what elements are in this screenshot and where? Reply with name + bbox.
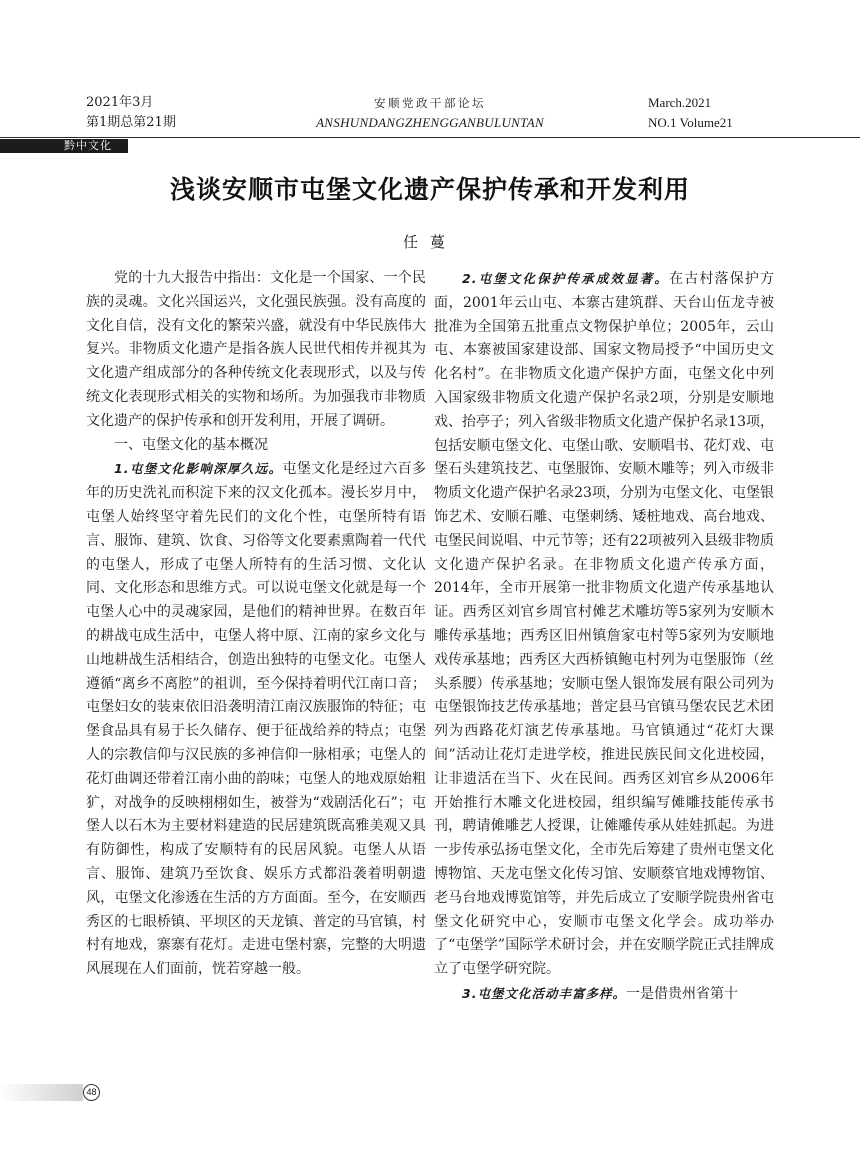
paragraph-2-text: 在古村落保护方面，2001年云山屯、本寨古建筑群、天台山伍龙寺被批准为全国第五批重点文物保护单位；2005年，云山屯、本寨被国家建设部、国家文物局授予“中国历史文化名村”。在非物质文化遗产保护方面，屯堡文化中列入国家级非物质文化遗产保护名录2项，分别是安顺地戏、抬亭子；列入省级非物质文化遗产保护名录13项，包括安顺屯堡文化、屯堡山歌、安顺唱书、花灯戏、屯堡石头建筑技艺、屯堡服饰、安顺木雕等；列入市级非物质文化遗产保护名录23项，分别为屯堡文化、屯堡银饰艺术、安顺石雕、屯堡刺绣、矮桩地戏、高台地戏、屯堡民间说唱、中元节等；还有22项被列入县级非物质文化遗产保护名录。在非物质文化遗产传承方面，2014年，全市开展第一批非物质文化遗产传承基地认证。西秀区刘官乡周官村傩艺术雕坊等5家列为安顺木雕传承基地；西秀区旧州镇詹家屯村等5家列为安顺地戏传承基地；西秀区大西桥镇鲍屯村列为屯堡服饰（丝头系腰）传承基地；安顺屯堡人银饰发展有限公司列为屯堡银饰技艺传承基地；普定县马官镇马堡农民艺术团列为西路花灯演艺传承基地。马官镇通过“花灯大课间”活动让花灯走进学校，推进民族民间文化进校园，让非遗活在当下、火在民间。西秀区刘官乡从2006年开始推行木雕文化进校园，组织编写傩雕技能传承书刊，聘请傩雕艺人授课，让傩雕传承从娃娃抓起。为进一步传承弘扬屯堡文化，全市先后筹建了贵州屯堡文化博物馆、天龙屯堡文化传习馆、安顺蔡官地戏博物馆、老马台地戏博览馆等，并先后成立了安顺学院贵州省屯堡文化研究中心，安顺市屯堡文化学会。成功举办了“屯堡学”国际学术研讨会，并在安顺学院正式挂牌成立了屯堡学研究院。 [434, 271, 775, 978]
header-left [86, 93, 176, 133]
header-date-en: March.2021 [648, 95, 712, 110]
page-number: 48 [83, 1084, 100, 1101]
paragraph-1 [86, 457, 426, 982]
header-issue-cn: 第1期总第21期 [86, 115, 176, 130]
header-center [250, 93, 610, 133]
intro-paragraph: 党的十九大报告中指出：文化是一个国家、一个民族的灵魂。文化兴国运兴，文化强民族强。没有高度的文化自信，没有文化的繁荣兴盛，就没有中华民族伟大复兴。非物质文化遗产是指各族人民世代相传并视其为文化遗产组成部分的各种传统文化表现形式，以及与传统文化表现形式相关的实物和场所。为加强我市非物质文化遗产的保护传承和创开发利用，开展了调研。 [86, 270, 426, 429]
header-issue-en: NO.1 Volume21 [648, 115, 733, 130]
article-title: 浅谈安顺市屯堡文化遗产保护传承和开发利用 [169, 175, 690, 204]
subheading-1: 1.屯堡文化影响深厚久远。 [114, 461, 283, 477]
section-heading: 一、屯堡文化的基本概况 [114, 436, 268, 453]
text-column-right [434, 267, 774, 1007]
text-column-left [86, 267, 426, 982]
paragraph-2 [434, 267, 774, 982]
paragraph-3-text: 一是借贵州省第十 [625, 985, 738, 1002]
journal-name-cn: 安顺党政干部论坛 [374, 96, 486, 110]
subheading-2: 2.屯堡文化保护传承成效显著。 [462, 271, 670, 286]
paragraph-3 [434, 982, 774, 1007]
header-rule [0, 137, 860, 138]
header-date-cn: 2021年3月 [86, 95, 154, 110]
header-right [648, 93, 766, 133]
journal-name-pinyin: ANSHUNDANGZHENGGANBULUNTAN [316, 115, 544, 130]
article-author: 任蔓 [402, 233, 457, 251]
footer-bar [0, 1084, 83, 1101]
paragraph-1-text: 屯堡文化是经过六百多年的历史洗礼而积淀下来的汉文化孤本。漫长岁月中，屯堡人始终坚守着先民们的文化个性，屯堡所特有语言、服饰、建筑、饮食、习俗等文化要素熏陶着一代代的屯堡人，形成了屯堡人所特有的生活习惯、文化认同、文化形态和思维方式。可以说屯堡文化就是每一个屯堡人心中的灵魂家园，是他们的精神世界。在数百年的耕战屯成生活中，屯堡人将中原、江南的家乡文化与山地耕战生活相结合，创造出独特的屯堡文化。屯堡人遵循“离乡不离腔”的祖训，至今保持着明代江南口音；屯堡妇女的装束依旧沿袭明清江南汉族服饰的特征；屯堡食品具有易于长久储存、便于征战给养的特点；屯堡人的宗教信仰与汉民族的多神信仰一脉相承；屯堡人的花灯曲调还带着江南小曲的韵味；屯堡人的地戏原始粗犷，对战争的反映栩栩如生，被誉为“戏剧活化石”；屯堡人以石木为主要材料建造的民居建筑既高雅美观又具有防御性，构成了安顺特有的民居风貌。屯堡人从语言、服饰、建筑乃至饮食、娱乐方式都沿袭着明朝遗风，屯堡文化渗透在生活的方方面面。至今，在安顺西秀区的七眼桥镇、平坝区的天龙镇、普定的马官镇，村村有地戏，寨寨有花灯。走进屯堡村寨，完整的大明遗风展现在人们面前，恍若穿越一般。 [86, 461, 426, 978]
subheading-3: 3.屯堡文化活动丰富多样。 [462, 985, 626, 1001]
column-tag: 黔中文化 [0, 139, 128, 153]
